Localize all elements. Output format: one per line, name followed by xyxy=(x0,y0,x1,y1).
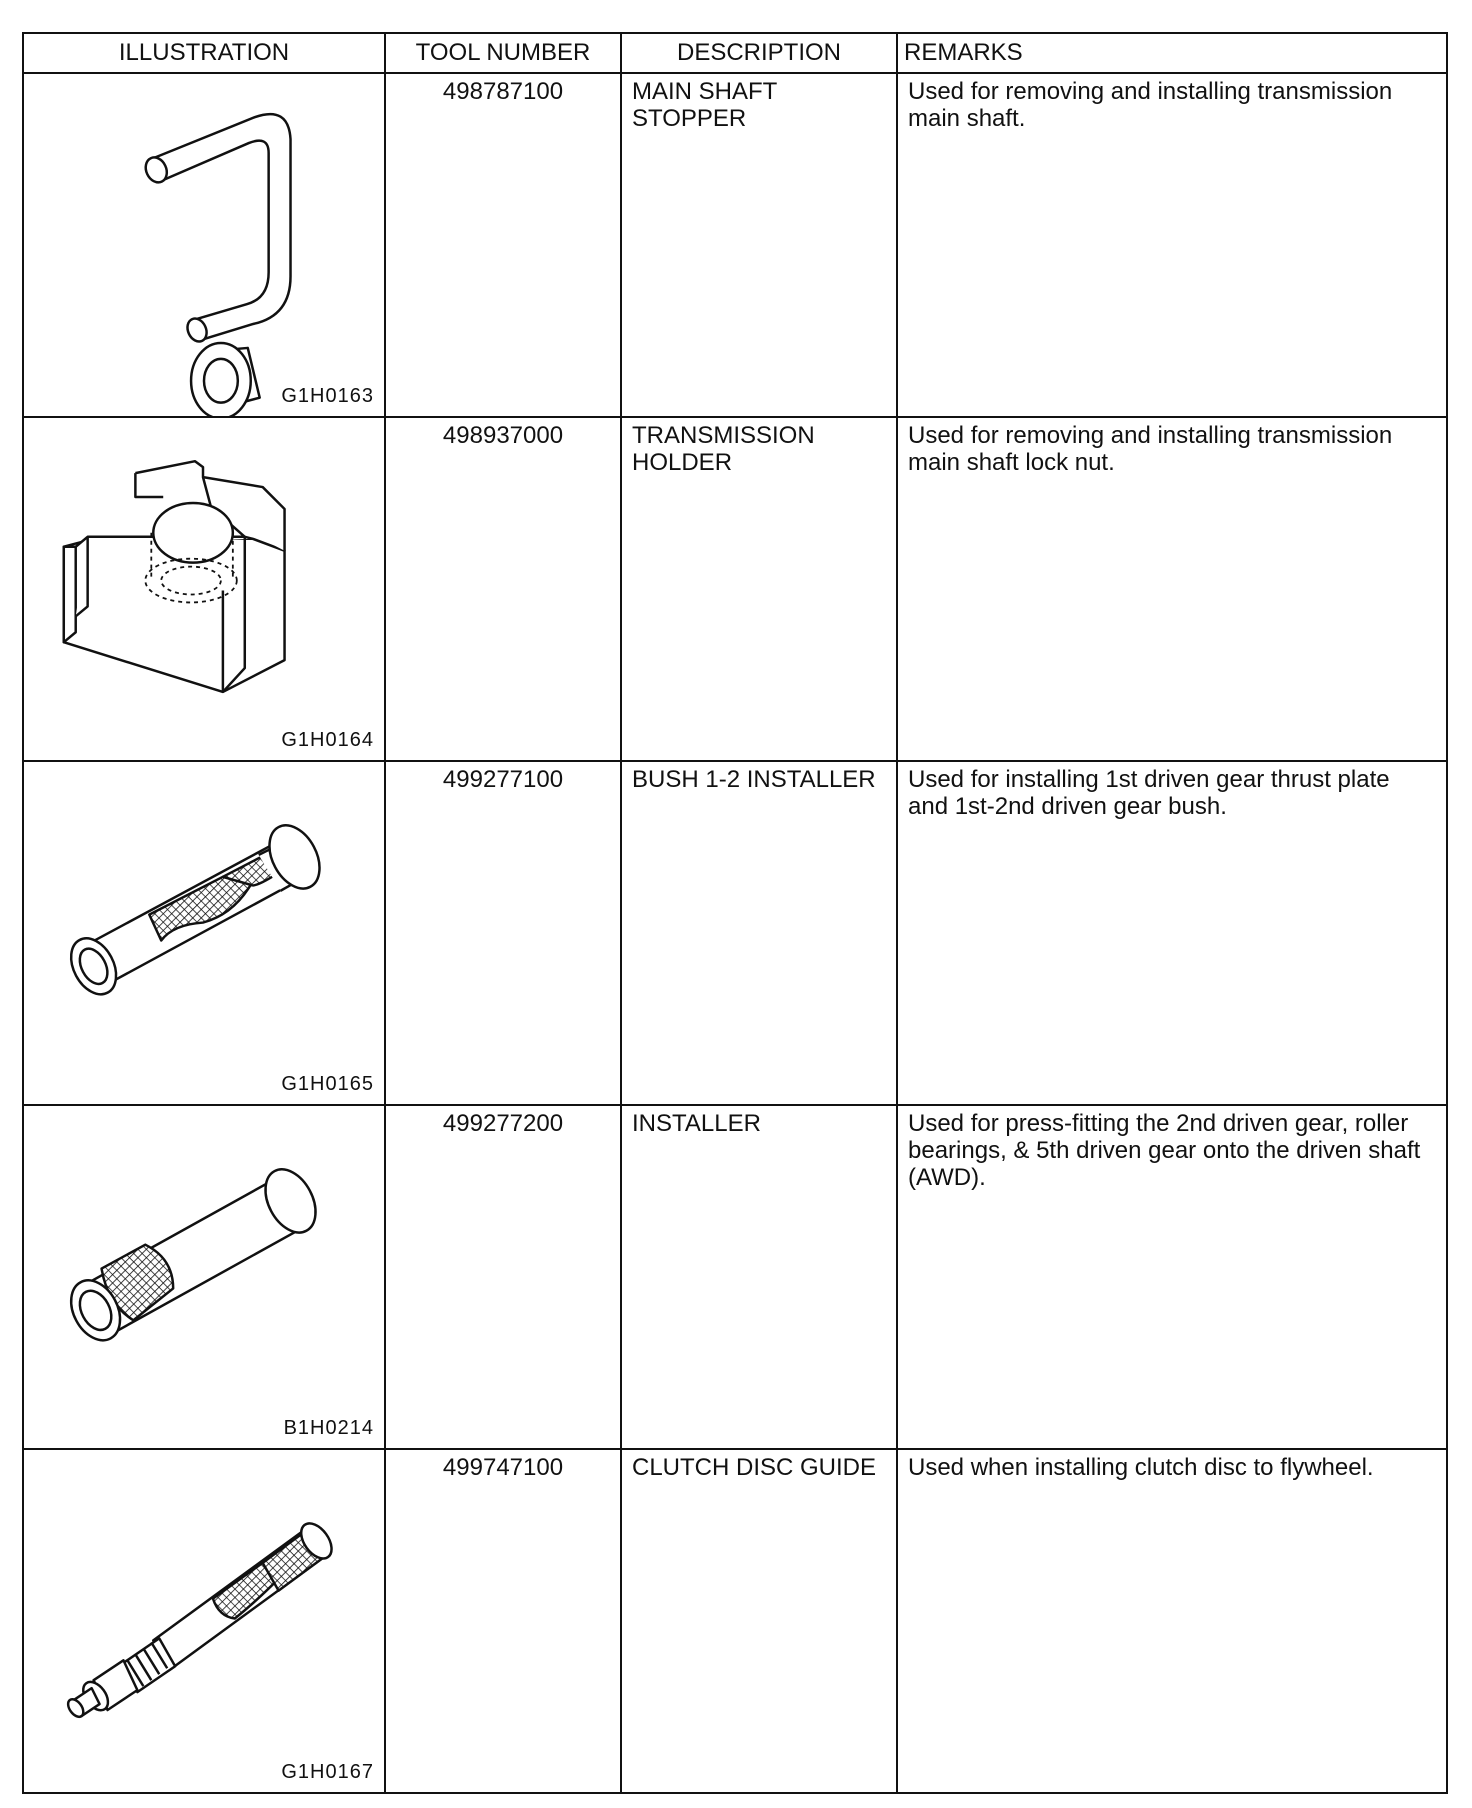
description-cell: MAIN SHAFT STOPPER xyxy=(621,73,897,417)
header-illustration: ILLUSTRATION xyxy=(23,33,385,73)
illustration-code: B1H0214 xyxy=(283,1417,374,1439)
installer-icon xyxy=(24,1106,384,1448)
main-shaft-stopper-icon xyxy=(24,74,384,416)
remarks-cell: Used for press-fitting the 2nd driven gear, roller bearings, & 5th driven gear onto the driven shaft (AWD). xyxy=(897,1105,1447,1449)
illustration-cell xyxy=(23,1449,385,1793)
illustration-code: G1H0163 xyxy=(281,385,374,407)
tool-number-cell: 498937000 xyxy=(385,417,621,761)
table-row xyxy=(23,73,1447,417)
table-header-row xyxy=(23,33,1447,73)
header-remarks: REMARKS xyxy=(897,33,1447,73)
illustration-cell xyxy=(23,73,385,417)
tool-number-cell: 499277200 xyxy=(385,1105,621,1449)
table-row xyxy=(23,417,1447,761)
header-tool-number: TOOL NUMBER xyxy=(385,33,621,73)
tool-number-cell: 499747100 xyxy=(385,1449,621,1793)
illustration-code: G1H0165 xyxy=(281,1073,374,1095)
transmission-holder-icon xyxy=(24,418,384,760)
illustration-cell xyxy=(23,417,385,761)
table-row xyxy=(23,1449,1447,1793)
header-description: DESCRIPTION xyxy=(621,33,897,73)
bush-installer-icon xyxy=(24,762,384,1104)
remarks-cell: Used for removing and installing transmission main shaft lock nut. xyxy=(897,417,1447,761)
special-tools-table xyxy=(22,32,1448,1794)
tool-number-cell: 499277100 xyxy=(385,761,621,1105)
tool-number-cell: 498787100 xyxy=(385,73,621,417)
description-cell: BUSH 1-2 INSTALLER xyxy=(621,761,897,1105)
remarks-cell: Used when installing clutch disc to flywheel. xyxy=(897,1449,1447,1793)
illustration-cell xyxy=(23,761,385,1105)
description-cell: INSTALLER xyxy=(621,1105,897,1449)
illustration-code: G1H0164 xyxy=(281,729,374,751)
description-cell: TRANSMISSION HOLDER xyxy=(621,417,897,761)
clutch-disc-guide-icon xyxy=(24,1450,384,1792)
description-cell: CLUTCH DISC GUIDE xyxy=(621,1449,897,1793)
table-row xyxy=(23,1105,1447,1449)
remarks-cell: Used for installing 1st driven gear thrust plate and 1st-2nd driven gear bush. xyxy=(897,761,1447,1105)
remarks-cell: Used for removing and installing transmission main shaft. xyxy=(897,73,1447,417)
table-row xyxy=(23,761,1447,1105)
illustration-cell xyxy=(23,1105,385,1449)
illustration-code: G1H0167 xyxy=(281,1761,374,1783)
